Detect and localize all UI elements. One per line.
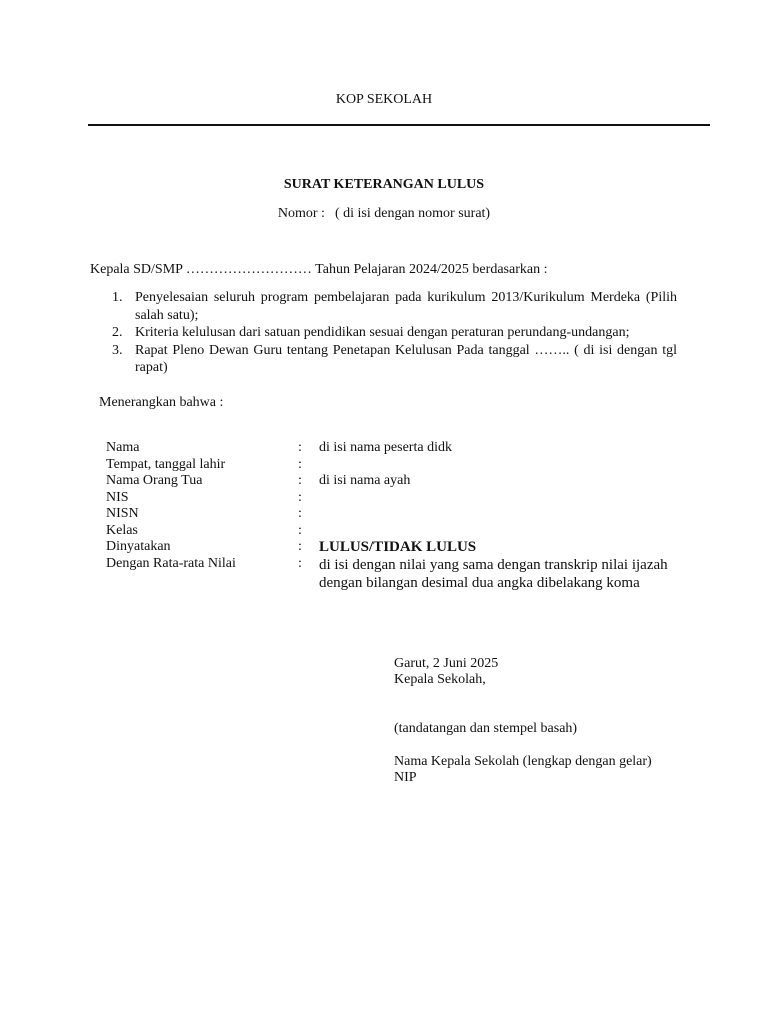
field-colon: : [298,440,302,455]
field-row-nis [106,490,706,507]
signature-place-date: Garut, 2 Juni 2025 [394,656,499,671]
signature-note: (tandatangan dan stempel basah) [394,721,578,736]
letterhead-title: KOP SEKOLAH [335,92,433,107]
field-colon: : [298,555,302,571]
field-label: Nama [106,440,140,455]
field-label: Kelas [106,522,138,538]
signature-position: Kepala Sekolah, [394,672,486,687]
field-colon: : [298,473,302,488]
list-item [90,289,677,324]
list-item-number: 1. [112,290,123,305]
student-fields [106,440,706,589]
list-item-number: 3. [112,342,123,358]
field-colon: : [298,522,302,538]
field-label: Dinyatakan [106,539,171,554]
letterhead-divider [88,124,710,126]
signatory-name: Nama Kepala Sekolah (lengkap dengan gelar) [394,754,652,769]
field-row-kelas [106,523,706,540]
field-row-nama [106,440,706,457]
field-colon: : [298,456,302,472]
document-number-value: ( di isi dengan nomor surat) [334,206,491,221]
basis-list [90,289,677,377]
list-item-text: Penyelesaian seluruh program pembelajaran pada kurikulum 2013/Kurikulum Merdeka (Pilih salah satu); [135,290,677,323]
field-colon: : [298,489,302,505]
field-label: Dengan Rata-rata Nilai [106,555,236,571]
statement-lead: Menerangkan bahwa : [99,395,224,410]
field-value-continued: dengan bilangan desimal dua angka dibelakang koma [319,575,640,591]
list-item-number: 2. [112,325,123,340]
field-label: NIS [106,489,129,505]
field-colon: : [298,506,302,521]
field-value: di isi dengan nilai yang sama dengan transkrip nilai ijazah [319,556,668,573]
field-row-nisn [106,506,706,523]
signatory-nip: NIP [394,770,417,785]
intro-paragraph: Kepala SD/SMP ……………………… Tahun Pelajaran 2024/2025 berdasarkan : [90,262,548,277]
field-row-dinyatakan [106,539,706,556]
graduation-status: LULUS/TIDAK LULUS [319,539,477,555]
document-number-label: Nomor : [277,206,325,221]
field-row-rata-rata-nilai-continued [106,574,706,591]
field-label: NISN [106,506,139,521]
list-item-text: Kriteria kelulusan dari satuan pendidikan sesuai dengan peraturan perundang-undangan; [135,325,630,340]
list-item [90,342,677,377]
list-item-text: Rapat Pleno Dewan Guru tentang Penetapan Kelulusan Pada tanggal …….. ( di isi dengan tgl rapat) [135,342,677,375]
field-label: Tempat, tanggal lahir [106,456,226,472]
field-row-tempat-tanggal-lahir [106,457,706,474]
field-value: di isi nama ayah [319,473,411,488]
field-row-nama-orang-tua [106,473,706,490]
field-label: Nama Orang Tua [106,473,203,488]
list-item [90,324,677,342]
document-title: SURAT KETERANGAN LULUS [283,177,485,192]
document-number [0,206,768,222]
field-colon: : [298,539,302,554]
field-value: di isi nama peserta didk [319,440,452,455]
field-row-rata-rata-nilai [106,556,706,573]
